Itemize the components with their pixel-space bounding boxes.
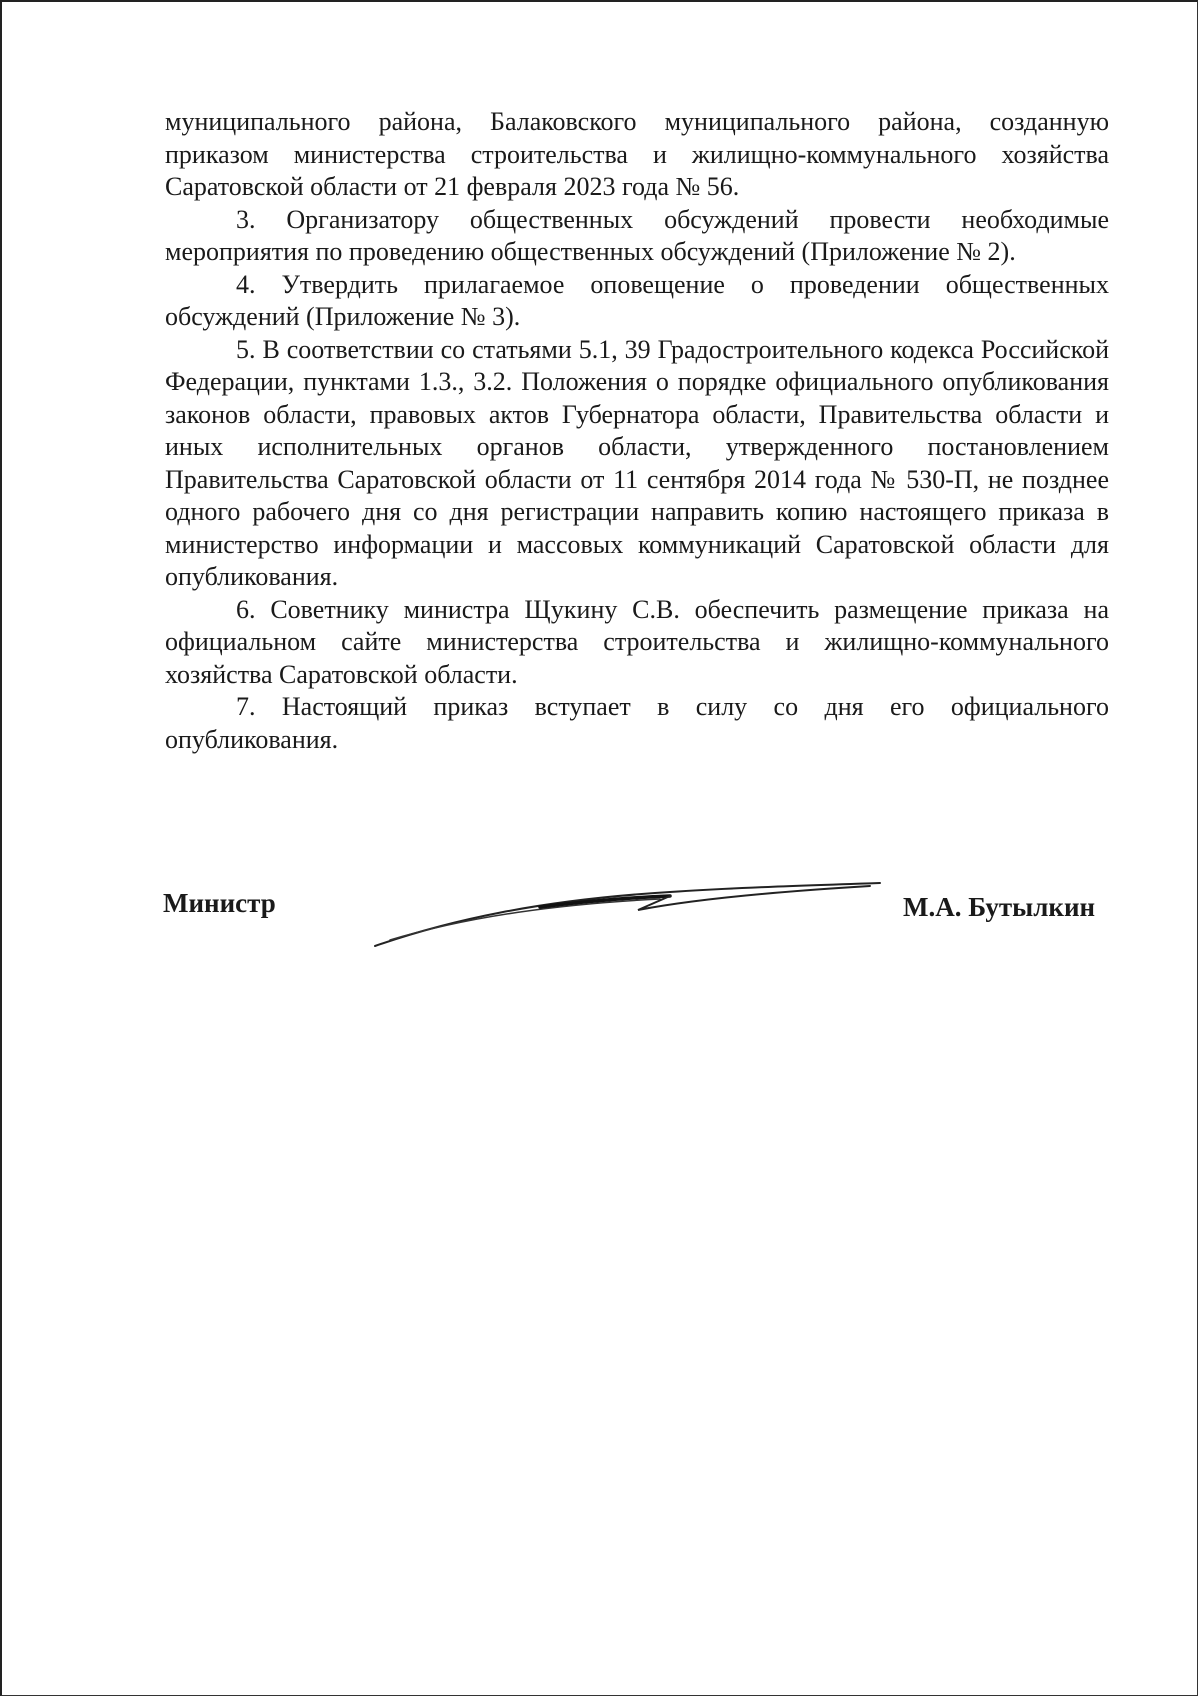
paragraph-continuation: муниципального района, Балаковского муниципального района, созданную приказом министерства строительства и жилищно-коммунального хозяйства Саратовской области от 21 февраля 2023 года № 56.: [165, 107, 1109, 201]
paragraph-item-6: 6. Советнику министра Щукину С.В. обеспечить размещение приказа на официальном сайте министерства строительства и жилищно-коммунального хозяйства Саратовской области.: [165, 594, 1109, 689]
paragraph-item-7: 7. Настоящий приказ вступает в силу со дня его официального опубликования.: [165, 692, 1109, 754]
signatory-title: Министр: [163, 888, 276, 918]
paragraph-item-3: 3. Организатору общественных обсуждений провести необходимые мероприятия по проведению общественных обсуждений (Приложение № 2).: [165, 204, 1109, 266]
paragraph-item-5: 5. В соответствии со статьями 5.1, 39 Градостроительного кодекса Российской Федерации, пунктами 1.3., 3.2. Положения о порядке официального опубликования законов области, правовых актов Губернатора области, Правительства области и иных исполнительных органов области, утвержденного постановлением Правительства Саратовской области от 11 сентября 2014 года № 530-П, не позднее одного рабочего дня со дня регистрации направить копию настоящего приказа в министерство информации и массовых коммуникаций Саратовской области для опубликования.: [165, 334, 1109, 591]
handwritten-signature: [370, 870, 890, 955]
document-body: [165, 106, 1109, 756]
signatory-name: М.А. Бутылкин: [903, 892, 1096, 922]
paragraph-item-4: 4. Утвердить прилагаемое оповещение о проведении общественных обсуждений (Приложение № 3).: [165, 269, 1109, 331]
